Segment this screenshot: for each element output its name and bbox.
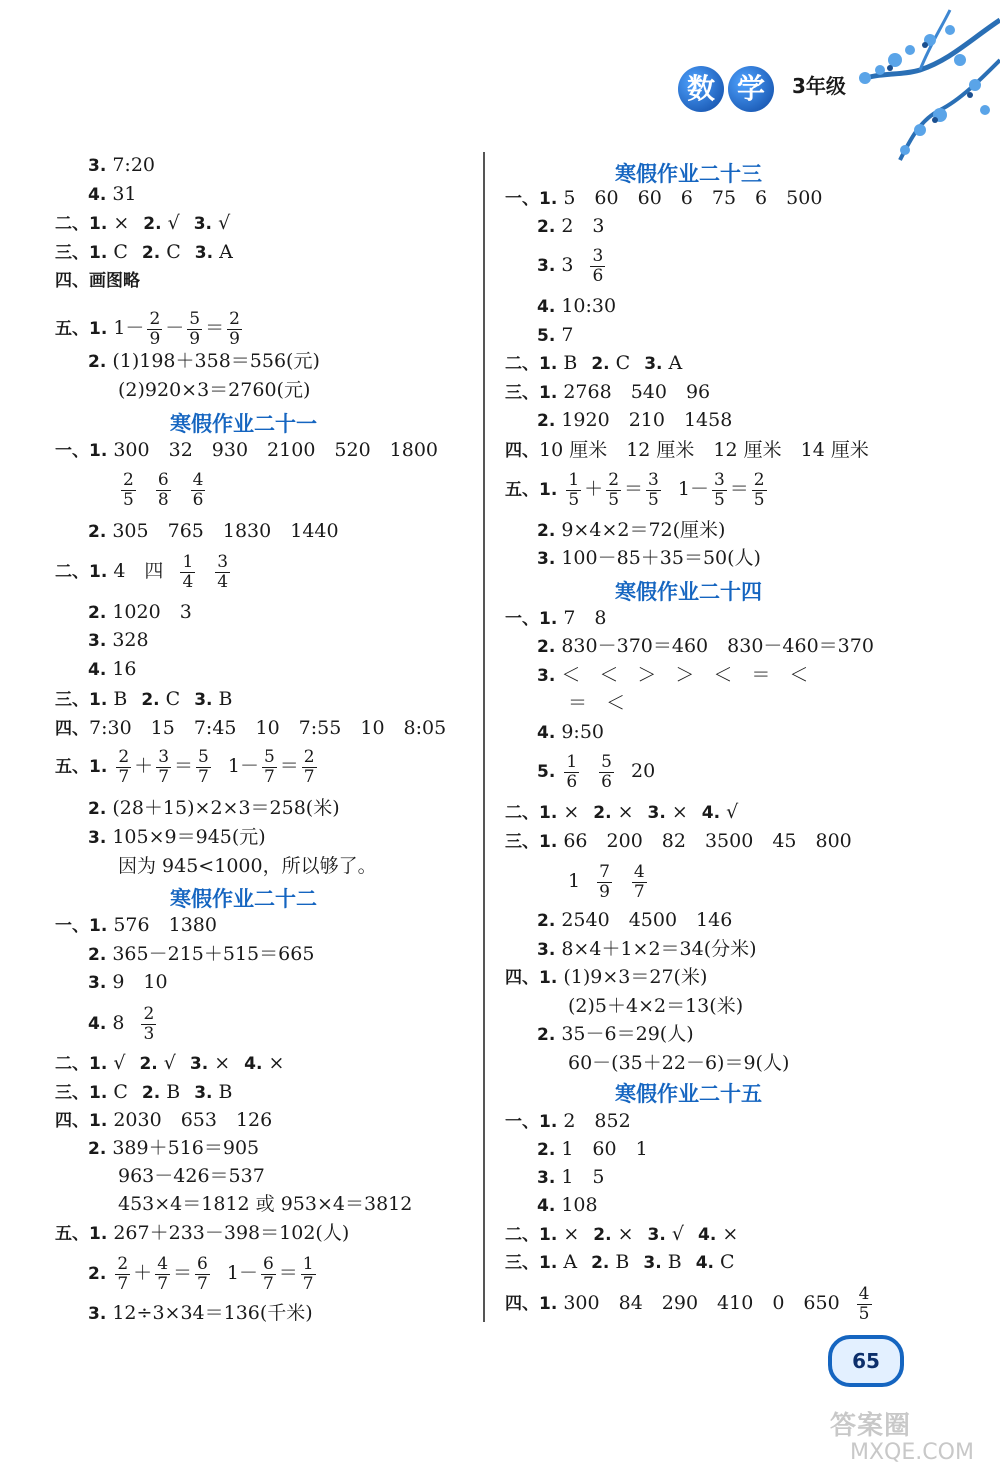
answer-text: 3 — [561, 254, 574, 276]
answer-line — [505, 185, 822, 211]
answer-text: 1 — [568, 870, 581, 892]
answer-text: C — [113, 241, 128, 263]
answer-text: 8 — [112, 1012, 125, 1034]
fraction: $\frac{5}{7}$ — [198, 746, 209, 787]
answer-line — [88, 348, 320, 374]
answer-text: ＜ ＜ ＞ ＞ ＜ ＝ ＜ — [561, 664, 809, 686]
item-label: 2. — [88, 603, 107, 623]
answer-line: 60－(35＋22－6)＝9(人) — [568, 1052, 790, 1074]
item-label: 2. — [88, 352, 107, 372]
answer-text: 1 60 1 — [561, 1138, 648, 1160]
answer-text: 2 852 — [563, 1110, 631, 1132]
grade-label: 3年级 — [792, 74, 846, 98]
answer-line — [55, 912, 217, 938]
section-heading: 寒假作业二十五 — [615, 1082, 762, 1106]
answer-line: 五、1. $\frac{2}{7}$ ＋ $\frac{3}{7}$ ＝ $\frac{5}{7}$ 1－ $\frac{5}{7}$ ＝ $\frac{2}{7}$ — [55, 746, 315, 787]
fraction: $\frac{6}{8}$ — [157, 469, 169, 510]
item-label: 二、1. — [505, 803, 558, 823]
fraction: $\frac{1}{7}$ — [302, 1253, 314, 1294]
fraction: $\frac{3}{7}$ — [158, 746, 170, 787]
answer-line — [88, 795, 340, 821]
answer-line — [505, 437, 869, 463]
answer-text: 20 — [631, 760, 656, 782]
answer-text: 7 — [561, 324, 574, 346]
answer-text: 12÷3×34＝136(千米) — [112, 1302, 313, 1324]
answer-text: 100－85＋35＝50(人) — [561, 547, 761, 569]
item-label: 2. — [537, 521, 556, 541]
answer-line — [537, 662, 808, 688]
answer-text: 10:30 — [561, 295, 617, 317]
item-label: 4. — [88, 1014, 107, 1034]
fraction: $\frac{5}{7}$ — [263, 746, 275, 787]
item-label: 2. — [88, 799, 107, 819]
answer-line — [537, 633, 874, 659]
answer-text: 7:20 — [112, 154, 156, 176]
item-label: 3. — [193, 214, 213, 234]
answer-line — [88, 518, 339, 544]
item-label: 三、1. — [55, 1083, 108, 1103]
fraction: $\frac{4}{7}$ — [157, 1253, 169, 1294]
answer-text: 2540 4500 146 — [561, 909, 733, 931]
item-label: 3. — [88, 631, 107, 651]
answer-line — [88, 152, 155, 178]
answer-line — [88, 824, 266, 850]
item-label: 五、1. — [505, 480, 558, 500]
fraction: $\frac{3}{4}$ — [217, 551, 229, 592]
answer-text: 2030 653 126 — [113, 1109, 273, 1131]
column-divider — [483, 152, 485, 1322]
item-label: 4. — [88, 185, 107, 205]
fraction: $\frac{2}{7}$ — [118, 746, 130, 787]
item-label: 三、1. — [505, 1253, 558, 1273]
item-label: 三、1. — [55, 243, 108, 263]
item-label: 4. — [88, 660, 107, 680]
answer-text: 105×9＝945(元) — [112, 826, 266, 848]
answer-line: 四、画图略 — [55, 271, 140, 291]
answer-line — [537, 517, 725, 543]
answer-line — [537, 1192, 598, 1218]
answer-line: 二、1. × 2. × 3. √ 4. × — [505, 1223, 739, 1245]
item-label: 四、1. — [505, 968, 558, 988]
answer-text: 328 — [112, 629, 149, 651]
fraction: $\frac{5}{6}$ — [601, 751, 612, 792]
fraction: $\frac{7}{9}$ — [599, 861, 610, 902]
answer-line — [118, 468, 208, 510]
fraction: $\frac{6}{7}$ — [197, 1253, 208, 1294]
answer-line — [537, 936, 757, 962]
item-label: 2. — [141, 243, 161, 263]
answer-line: 二、1. × 2. × 3. × 4. √ — [505, 801, 739, 823]
item-label: 2. — [537, 1025, 556, 1045]
answer-line — [537, 1021, 694, 1047]
item-label: 二、1. — [55, 1054, 108, 1074]
item-label: 3. — [88, 973, 107, 993]
item-label: 2. — [537, 637, 556, 657]
section-heading: 寒假作业二十三 — [615, 162, 762, 186]
answer-line — [88, 181, 137, 207]
item-label: 二、1. — [505, 1225, 558, 1245]
answer-line — [88, 1300, 313, 1326]
fraction: $\frac{4}{5}$ — [858, 1283, 870, 1324]
answer-line — [55, 715, 446, 741]
section-heading: 寒假作业二十四 — [615, 580, 762, 604]
item-label: 2. — [537, 911, 556, 931]
fraction: $\frac{1}{5}$ — [568, 469, 580, 510]
answer-text: 7:30 15 7:45 10 7:55 10 8:05 — [89, 717, 447, 739]
answer-text: 7 8 — [563, 607, 607, 629]
answer-text: 267＋233－398＝102(人) — [113, 1222, 350, 1244]
fraction: $\frac{2}{7}$ — [303, 746, 315, 787]
answer-text: (1)198＋358＝556(元) — [112, 350, 320, 372]
fraction: $\frac{2}{5}$ — [123, 469, 134, 510]
item-label: 五、1. — [55, 757, 108, 777]
item-label: 5. — [537, 326, 556, 346]
answer-line — [88, 599, 192, 625]
item-label: 三、1. — [505, 383, 558, 403]
answer-text: 16 — [112, 658, 137, 680]
answer-line — [55, 210, 230, 236]
item-label: 二、1. — [55, 562, 108, 582]
item-label: 3. — [88, 1304, 107, 1324]
fraction: $\frac{2}{3}$ — [143, 1003, 155, 1044]
answer-text: 576 1380 — [113, 914, 217, 936]
fraction: $\frac{3}{5}$ — [713, 469, 725, 510]
item-label: 4. — [537, 723, 556, 743]
fraction: $\frac{4}{6}$ — [192, 469, 204, 510]
answer-line — [88, 656, 137, 682]
fraction: $\frac{4}{7}$ — [633, 861, 645, 902]
answer-line: (2)5＋4×2＝13(米) — [568, 995, 744, 1017]
answer-line — [505, 605, 607, 631]
answer-line: 三、1. C 2. B 3. B — [55, 1081, 233, 1103]
item-label: 4. — [537, 1196, 556, 1216]
item-label: 一、1. — [505, 1112, 558, 1132]
item-label: 2. — [537, 411, 556, 431]
answer-line — [505, 964, 707, 990]
fraction: $\frac{2}{5}$ — [608, 469, 620, 510]
answer-line — [88, 627, 149, 653]
answer-text: × — [113, 212, 130, 234]
answer-line: 五、1. $\frac{1}{5}$ ＋ $\frac{2}{5}$ ＝ $\frac{3}{5}$ 1－ $\frac{3}{5}$ ＝ $\frac{2}{5}$ — [505, 469, 765, 510]
fraction: $\frac{3}{5}$ — [648, 469, 659, 510]
answer-text: C — [166, 241, 181, 263]
answer-line — [537, 719, 604, 745]
item-label: 三、1. — [55, 690, 108, 710]
item-label: 3. — [88, 156, 107, 176]
answer-text: 365－215＋515＝665 — [112, 943, 315, 965]
watermark-url: MXQE.COM — [850, 1440, 974, 1465]
item-label: 3. — [537, 940, 556, 960]
answer-text: 8×4＋1×2＝34(分米) — [561, 938, 757, 960]
fraction: $\frac{2}{9}$ — [229, 308, 240, 349]
answer-line: ＝ ＜ — [568, 692, 626, 714]
answer-text: 35－6＝29(人) — [561, 1023, 694, 1045]
answer-line — [505, 828, 852, 854]
fraction: $\frac{2}{9}$ — [149, 308, 161, 349]
answer-line — [88, 1135, 259, 1161]
item-label: 五、1. — [55, 319, 108, 339]
answer-line — [568, 860, 650, 902]
logo-char-1: 数 — [678, 66, 724, 112]
answer-line: 963－426＝537 — [118, 1165, 265, 1187]
watermark-logo: 答案圈 — [830, 1411, 912, 1441]
answer-line — [537, 1164, 605, 1190]
item-label: 2. — [88, 522, 107, 542]
answer-text: 9:50 — [561, 721, 605, 743]
fraction: $\frac{5}{9}$ — [189, 308, 201, 349]
answer-line: 三、1. A 2. B 3. B 4. C — [505, 1251, 735, 1273]
item-label: 四、 — [55, 719, 89, 739]
logo-char-2: 学 — [728, 66, 774, 112]
answer-line — [88, 1002, 159, 1044]
answer-text: 66 200 82 3500 45 800 — [563, 830, 852, 852]
answer-text: (1)9×3＝27(米) — [563, 966, 708, 988]
answer-line — [55, 1107, 272, 1133]
answer-text: 1 5 — [561, 1166, 605, 1188]
answer-line: 二、1. √ 2. √ 3. × 4. × — [55, 1052, 285, 1074]
answer-line: 因为 945<1000，所以够了。 — [118, 855, 377, 877]
answer-line — [537, 322, 573, 348]
fraction: $\frac{2}{7}$ — [117, 1253, 129, 1294]
item-label: 四、 — [505, 441, 539, 461]
answer-line — [88, 969, 168, 995]
answer-line: 三、1. B 2. C 3. B — [55, 688, 233, 710]
answer-text: 9 10 — [112, 971, 168, 993]
item-label: 二、1. — [55, 214, 108, 234]
answer-text: √ — [218, 212, 231, 234]
answer-text: 1020 3 — [112, 601, 192, 623]
answer-text: 108 — [561, 1194, 598, 1216]
item-label: 二、1. — [505, 354, 558, 374]
answer-text: 4 四 — [113, 560, 164, 582]
item-label: 一、1. — [505, 189, 558, 209]
answer-text: 2 3 — [561, 215, 605, 237]
fraction: $\frac{2}{5}$ — [753, 469, 765, 510]
answer-line: 五、1. 1－ $\frac{2}{9}$ － $\frac{5}{9}$ ＝ $\frac{2}{9}$ — [55, 308, 240, 349]
page-number: 65 — [828, 1335, 904, 1387]
item-label: 四、1. — [55, 1111, 108, 1131]
section-heading: 寒假作业二十一 — [170, 412, 317, 436]
fraction: $\frac{1}{4}$ — [182, 551, 194, 592]
answer-line — [537, 907, 732, 933]
answer-line — [55, 1220, 349, 1246]
item-label: 2. — [88, 1264, 107, 1284]
item-label: 3. — [88, 828, 107, 848]
item-label: 2. — [537, 217, 556, 237]
answer-text: 31 — [112, 183, 137, 205]
item-label: 2. — [537, 1140, 556, 1160]
answer-line — [537, 545, 761, 571]
answer-line — [537, 213, 605, 239]
item-label: 3. — [194, 243, 214, 263]
item-label: 一、1. — [55, 916, 108, 936]
answer-line — [505, 379, 710, 405]
answer-text: A — [219, 241, 233, 263]
item-label: 2. — [88, 945, 107, 965]
answer-text: 2768 540 96 — [563, 381, 711, 403]
answer-line — [505, 1282, 875, 1324]
item-label: 2. — [88, 1139, 107, 1159]
answer-text: 1920 210 1458 — [561, 409, 733, 431]
answer-line: 453×4＝1812 或 953×4＝3812 — [118, 1193, 413, 1215]
answer-text: 305 765 1830 1440 — [112, 520, 339, 542]
answer-text: 300 84 290 410 0 650 — [563, 1292, 840, 1314]
item-label: 3. — [537, 1168, 556, 1188]
answer-text: 1－ — [113, 317, 145, 339]
answer-line — [88, 941, 314, 967]
item-label: 一、1. — [55, 441, 108, 461]
answer-line — [505, 1108, 631, 1134]
fraction: $\frac{6}{7}$ — [262, 1253, 274, 1294]
answer-line: 二、1. B 2. C 3. A — [505, 352, 683, 374]
item-label: 4. — [537, 297, 556, 317]
answer-text: 9×4×2＝72(厘米) — [561, 519, 726, 541]
item-label: 三、1. — [505, 832, 558, 852]
answer-line — [55, 239, 233, 265]
item-label: 四、1. — [505, 1294, 558, 1314]
answer-text: 389＋516＝905 — [112, 1137, 260, 1159]
answer-text: 830－370＝460 830－460＝370 — [561, 635, 874, 657]
item-label: 一、1. — [505, 609, 558, 629]
answer-text: (28＋15)×2×3＝258(米) — [112, 797, 340, 819]
item-label: 3. — [537, 666, 556, 686]
answer-line — [537, 750, 655, 792]
answer-line — [55, 437, 438, 463]
answer-line: (2)920×3＝2760(元) — [118, 379, 311, 401]
answer-text: √ — [167, 212, 180, 234]
item-label: 5. — [537, 762, 556, 782]
answer-line — [537, 407, 732, 433]
answer-line — [537, 244, 608, 286]
answer-text: 5 60 60 6 75 6 500 — [563, 187, 823, 209]
answer-line — [537, 293, 616, 319]
section-heading: 寒假作业二十二 — [170, 887, 317, 911]
item-label: 3. — [537, 549, 556, 569]
answer-line — [537, 1136, 648, 1162]
fraction: $\frac{1}{6}$ — [566, 751, 578, 792]
item-label: 五、1. — [55, 1224, 108, 1244]
answer-text: 10 厘米 12 厘米 12 厘米 14 厘米 — [539, 439, 869, 461]
item-label: 2. — [143, 214, 162, 234]
fraction: $\frac{3}{6}$ — [592, 245, 604, 286]
answer-line: 2. $\frac{2}{7}$ ＋ $\frac{4}{7}$ ＝ $\frac{6}{7}$ 1－ $\frac{6}{7}$ ＝ $\frac{1}{7}$ — [88, 1253, 314, 1294]
answer-line — [55, 550, 233, 592]
answer-text: 300 32 930 2100 520 1800 — [113, 439, 439, 461]
item-label: 3. — [537, 256, 556, 276]
